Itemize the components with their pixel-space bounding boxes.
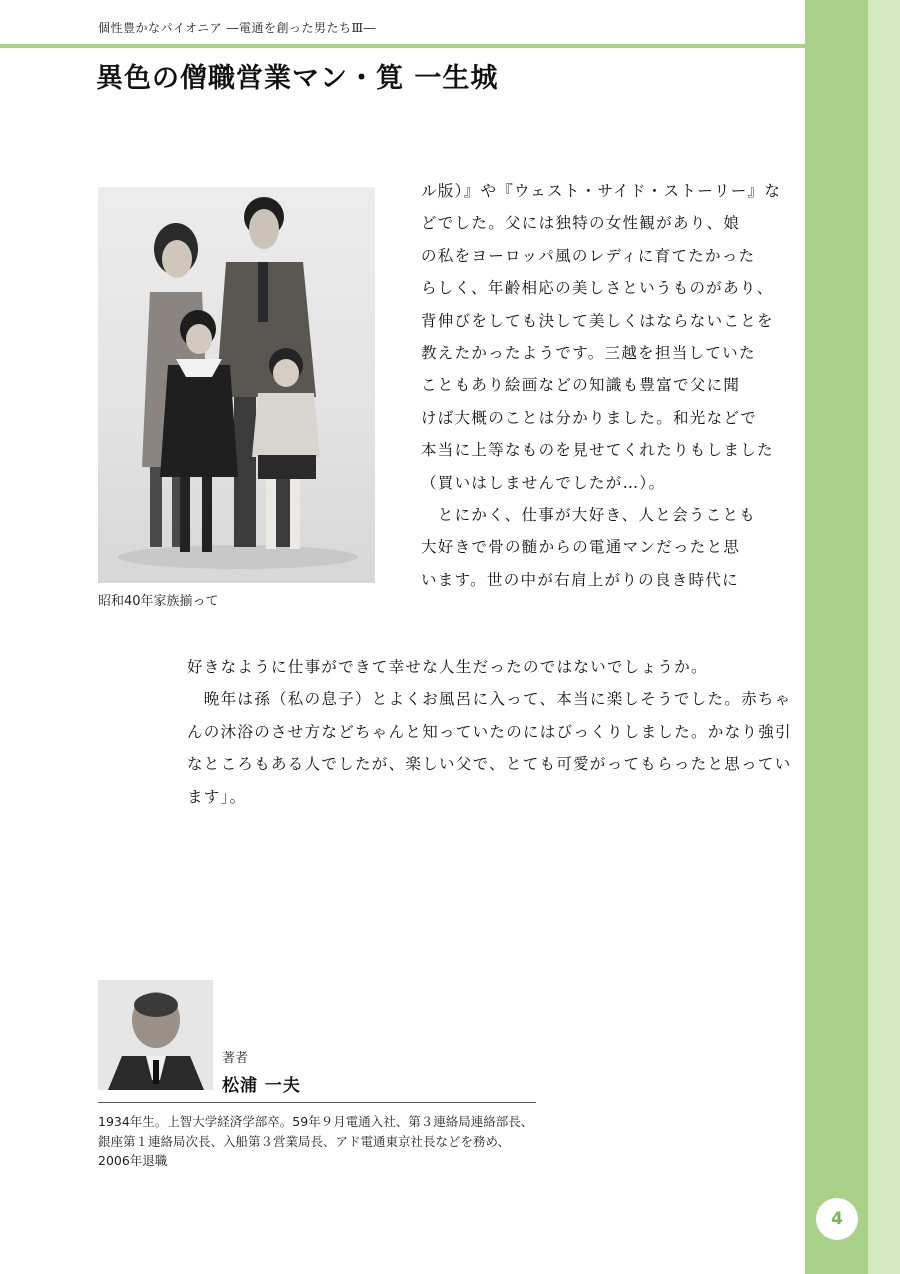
text-line: ます」。 [187,787,247,806]
text-line: んの沐浴のさせ方などちゃんと知っていたのにはびっくりしました。かなり強引 [187,722,792,741]
article-title: 異色の僧職営業マン・筧 一生城 [96,63,499,94]
bio-line: 1934年生。上智大学経済学部卒。59年９月電通入社、第３連絡局連絡部長、 [98,1114,534,1129]
header-rule [0,44,808,48]
bio-line: 2006年退職 [98,1153,168,1168]
text-line: とにかく、仕事が大好き、人と会うことも [421,505,757,524]
text-line: （買いはしませんでしたが…）。 [421,473,666,492]
text-line: 背伸びをしても決して美しくはならないことを [421,311,774,330]
article-column-text [421,175,782,596]
text-line: ル版）』や『ウェスト・サイド・ストーリー』な [421,182,782,200]
page-number: 4 [816,1198,858,1240]
running-head: 個性豊かなパイオニア ―電通を創った男たちⅢ― [98,21,377,35]
author-label: 著者 [222,1051,249,1066]
family-photo [98,187,375,583]
text-line: こともあり絵画などの知識も豊富で父に聞 [421,376,741,395]
author-name: 松浦 一夫 [222,1076,301,1096]
author-portrait-illustration [98,980,213,1090]
text-line: います。世の中が右肩上がりの良き時代に [421,570,739,589]
text-line: 教えたかったようです。三越を担当していた [421,343,756,362]
text-line: けば大概のことは分かりました。和光などで [421,408,758,427]
text-line: 大好きで骨の髄からの電通マンだったと思 [421,538,741,557]
text-line: 晩年は孫（私の息子）とよくお風呂に入って、本当に楽しそうでした。赤ちゃ [187,690,792,709]
photo-caption: 昭和40年家族揃って [98,594,219,609]
article-full-width-text [187,651,792,813]
text-line: 本当に上等なものを見せてくれたりもしました [421,441,774,460]
text-line: らしく、年齢相応の美しさというものがあり、 [421,279,774,298]
author-bio [98,1112,543,1171]
family-photo-illustration [98,187,375,583]
side-color-band-light [868,0,900,1274]
text-line: 好きなように仕事ができて幸せな人生だったのではないでしょうか。 [187,658,708,676]
text-line: の私をヨーロッパ風のレディに育てたかった [421,246,756,265]
text-line: どでした。父には独特の女性観があり、娘 [421,214,741,233]
bio-line: 銀座第１連絡局次長、入船第３営業局長、アド電通東京社長などを務め、 [98,1133,511,1149]
text-line: なところもある人でしたが、楽しい父で、とても可愛がってもらったと思ってい [187,755,792,774]
author-portrait [98,980,213,1090]
author-divider [98,1102,536,1103]
